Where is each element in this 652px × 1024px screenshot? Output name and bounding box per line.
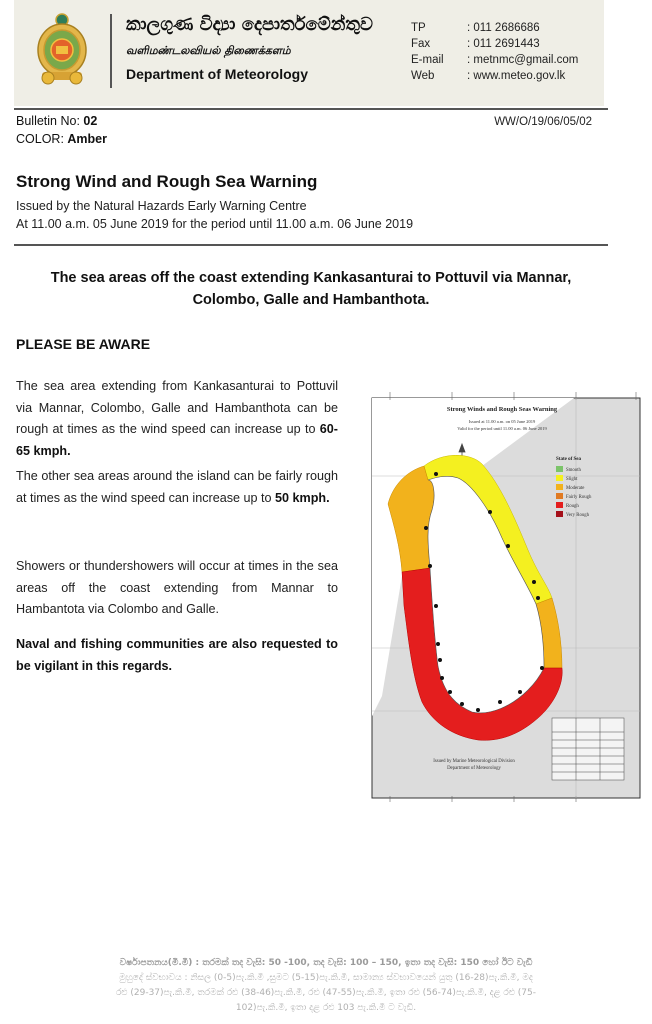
national-emblem-icon: [34, 12, 90, 88]
legend-swatch: [556, 511, 563, 517]
valid-period: At 11.00 a.m. 05 June 2019 for the period until 11.00 a.m. 06 June 2019: [16, 217, 414, 231]
legend-swatch: [556, 493, 563, 499]
footer-sea-state-line2: රළු (29-37)පැ.කි.මී, තරමක් රළු (38-46)පැ.කි.මී, රළු (47-55)පැ.කි.මී, ඉතා රළු (56-74)පැ.කි.මී, දළ රළු (75-: [115, 988, 537, 998]
legend-label: Rough: [566, 504, 579, 509]
legend-label: Smooth: [566, 468, 581, 473]
warning-title: Strong Wind and Rough Sea Warning: [16, 172, 318, 191]
contact-email: E-mail : metnmc@gmail.com: [411, 54, 579, 66]
legend-label: Very Rough: [566, 513, 590, 518]
letterhead: [14, 0, 604, 106]
legend-item: [556, 466, 582, 473]
divider-middle: [14, 244, 608, 246]
legend-item: [556, 475, 578, 482]
paragraph-vigilance: Naval and fishing communities are also requested to be vigilant in this regards.: [16, 637, 338, 673]
sinhala-footer-notes: [20, 956, 632, 1016]
contact-web: Web : www.meteo.gov.lk: [411, 70, 566, 82]
legend-item: [556, 493, 592, 500]
bulletin-reference: WW/O/19/06/05/02: [494, 116, 592, 128]
legend-label: Moderate: [566, 486, 585, 491]
footer-sea-state-line3: 102)පැ.කි.මී, ඉතා දළ රළු 103 පැ.කි.මී ට වැඩි.: [235, 1003, 417, 1013]
divider-top: [14, 108, 608, 110]
bulletin-number: Bulletin No: 02: [16, 114, 98, 128]
department-name-english: Department of Meteorology: [126, 66, 309, 82]
legend-label: Slight: [566, 477, 578, 482]
legend-item: [556, 484, 584, 491]
map-title: Strong Winds and Rough Seas Warning: [446, 406, 558, 413]
sea-state-table: [552, 718, 624, 780]
bulletin-color: COLOR: Amber: [16, 132, 107, 146]
legend-item: [556, 511, 590, 518]
legend-title: State of Sea: [556, 457, 581, 462]
contact-phone: TP : 011 2686686: [411, 22, 540, 34]
footer-rainfall: වර්ෂාපතනය(මි.මී) : තරමක් තද වැසි: 50 -100, තද වැසි: 100 – 150, ඉතා තද වැසි: 150 හෝ ඊට වැඩි: [119, 958, 533, 968]
map-valid: Valid for the period until 11.00 a.m. 06 June 2019: [457, 426, 547, 431]
please-be-aware-heading: PLEASE BE AWARE: [16, 336, 151, 352]
legend-swatch: [556, 466, 563, 472]
paragraph-showers: Showers or thundershowers will occur at times in the sea areas off the coast extending from Mannar to Hambantota via Colombo and Galle.: [16, 559, 338, 616]
footer-sea-state-line1: මුහුදේ ස්වභාවය : නිසල (0-5)පැ.කි.මී ,සුමට (5-15)පැ.කි.මී, සාමාන්‍ය ස්වභාවයෙන් යුතු (16-28)පැ.කි.මී, මද: [119, 973, 533, 983]
contact-block: [411, 20, 578, 84]
issued-by: Issued by the Natural Hazards Early Warning Centre: [16, 199, 307, 213]
sea-state-map: [362, 386, 644, 802]
issued-info: [16, 197, 413, 233]
department-name-sinhala: කාලගුණ විද්‍යා දෙපාර්තමේන්තුව: [126, 14, 373, 35]
department-name-tamil: வளிமண்டலவியல் திணைக்களம்: [126, 44, 291, 57]
legend-swatch: [556, 502, 563, 508]
legend-label: Fairly Rough: [566, 495, 592, 500]
paragraph-fairly-rough: The other sea areas around the island can be fairly rough at times as the wind speed can increase up to 50 kmph.: [16, 469, 338, 505]
legend-item: [556, 502, 579, 509]
contact-fax: Fax : 011 2691443: [411, 38, 540, 50]
map-issued: Issued at 11.00 a.m. on 05 June 2019: [468, 419, 536, 424]
legend-swatch: [556, 475, 563, 481]
map-credit-line1: Issued by Marine Meteorological Division: [433, 759, 515, 764]
legend-swatch: [556, 484, 563, 490]
affected-area-heading: The sea areas off the coast extending Kankasanturai to Pottuvil via Mannar, Colombo, Galle and Hambanthota.: [50, 270, 572, 308]
header-divider: [110, 14, 112, 88]
map-credit-line2: Department of Meteorology: [447, 766, 501, 771]
paragraph-rough-seas: The sea area extending from Kankasanturai to Pottuvil via Mannar, Colombo, Galle and Hambanthota can be rough at times as the wind speed can increase up to 60-65 kmph.: [16, 379, 338, 458]
